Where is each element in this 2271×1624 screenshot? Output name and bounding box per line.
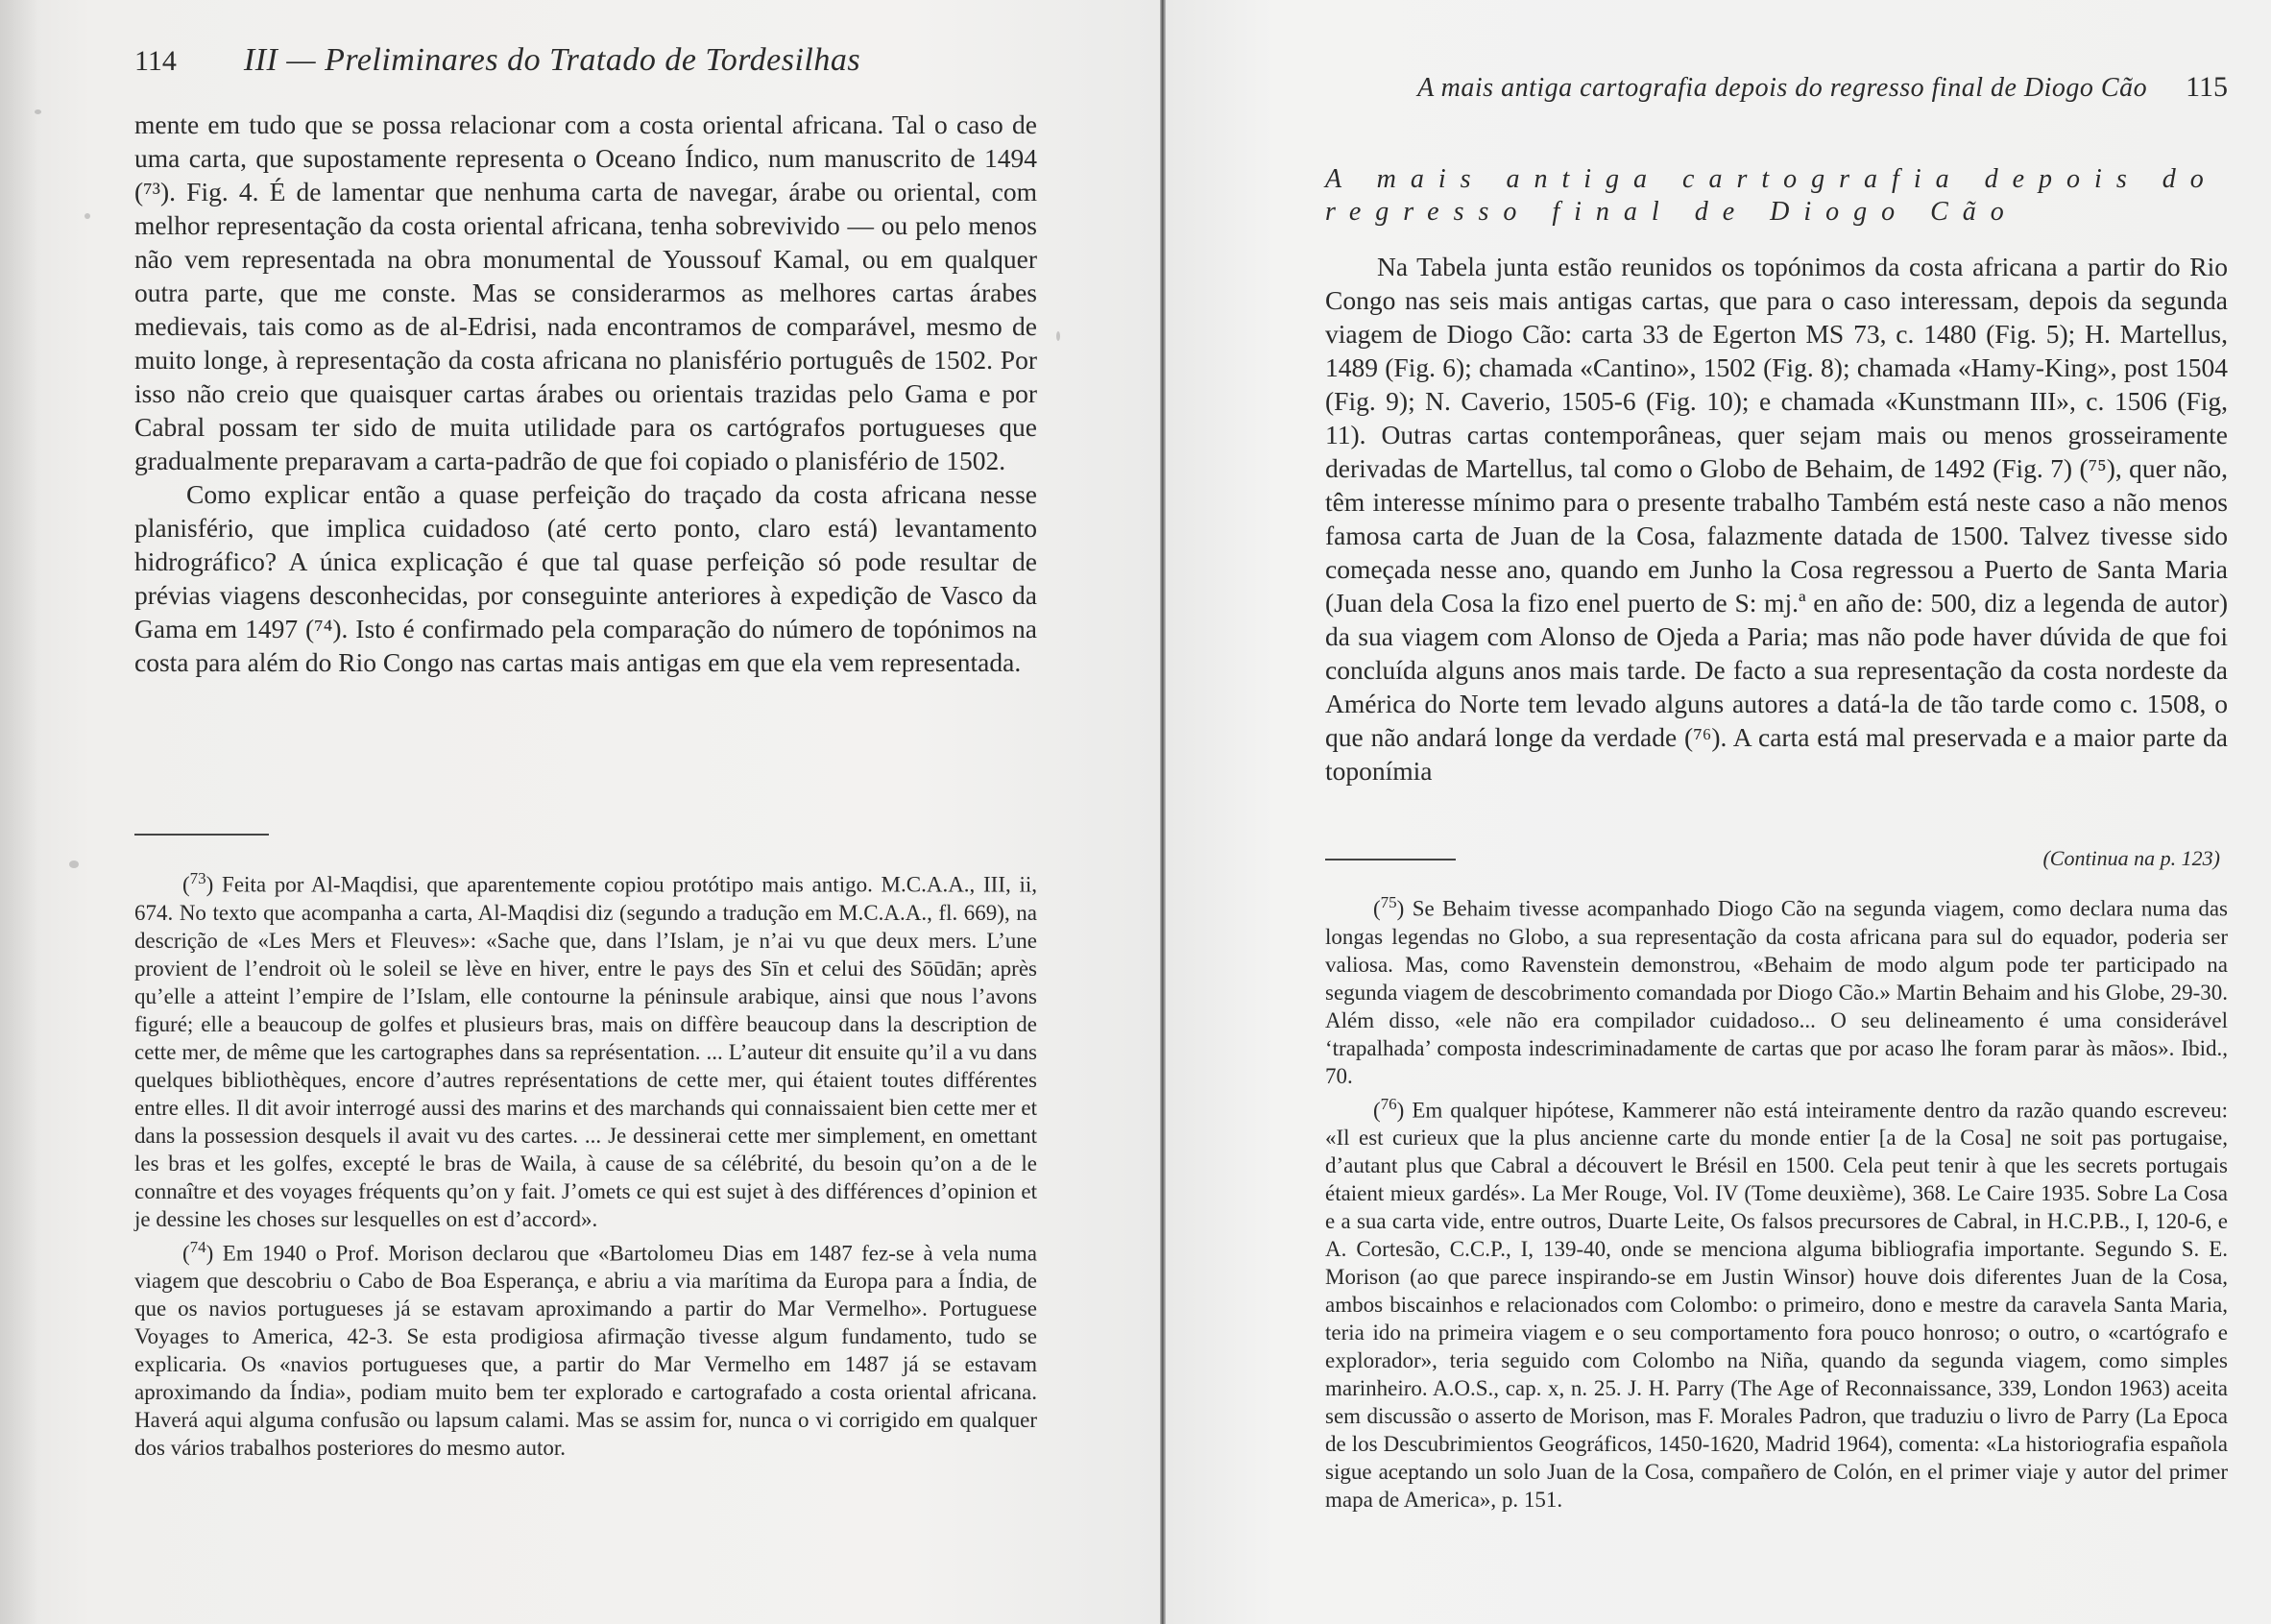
footnote-rule xyxy=(134,834,269,836)
scan-speck xyxy=(35,109,41,114)
footnote-rule xyxy=(1325,859,1456,860)
scan-speck xyxy=(1056,331,1060,341)
footnote-text: Em 1940 o Prof. Morison declarou que «Bartolomeu Dias em 1487 fez-se à vela numa viagem que descobriu o Cabo de Boa Esperança, e abriu a via marítima da Europa para a Índia, de que os navios portugueses já se estavam aproximando a partir do Mar Vermelho». Portuguese Voyages to America, 42-3. Se esta prodigiosa afirmação tivesse algum fundamento, tudo se explicaria. Os «navios portugueses que, a partir do Mar Vermelho em 1487 já se estavam aproximando da Índia», podiam muito bem ter explorado e cartografado a costa oriental africana. Haverá aqui alguma confusão ou lapsum calami. Mas se assim for, nunca o vi corrigido em qualquer dos vários trabalhos posteriores do mesmo autor. xyxy=(134,1241,1037,1461)
book-gutter xyxy=(1160,0,1166,1624)
footnote-text: Se Behaim tivesse acompanhado Diogo Cão na segunda viagem, como declara numa das longas legendas no Globo, a sua representação da costa africana para sul do equador, poderia ser valiosa. Mas, como Ravenstein demonstrou, «Behaim de modo algum pode ter participado na segunda viagem de descobrimento comandada por Diogo Cão.» Martin Behaim and his Globe, 29-30. Além disso, «ele não era compilador cuidadoso... O seu delineamento é uma considerável ‘trapalhada’ composta indescriminadamente de cartas que por acaso lhe foram parar às mãos». Ibid., 70. xyxy=(1325,896,2228,1088)
body-paragraph: Na Tabela junta estão reunidos os topónimos da costa africana a partir do Rio Congo nas seis mais antigas cartas, que para o caso interessam, depois da segunda viagem de Diogo Cão: carta 33 de Egerton MS 73, c. 1480 (Fig. 5); H. Martellus, 1489 (Fig. 6); chamada «Cantino», 1502 (Fig. 8); chamada «Hamy-King», post 1504 (Fig. 9); N. Caverio, 1505-6 (Fig. 10); e chamada «Kunstmann III», c. 1506 (Fig, 11). Outras cartas contemporâneas, quer sejam mais ou menos grosseiramente derivadas de Martellus, tal como o Globo de Behaim, de 1492 (Fig. 7) (⁷⁵), quer não, têm interesse mínimo para o presente trabalho Também está neste caso a não menos famosa carta de Juan de la Cosa, falazmente datada de 1500. Talvez tivesse sido começada nesse ano, quando em Junho la Cosa regressou a Puerto de Santa Maria (Juan dela Cosa la fizo enel puerto de S: mj.ª en año de: 500, diz a legenda de autor) da sua viagem com Alonso de Ojeda a Paria; mas não pode haver dúvida de que foi concluída alguns anos mais tarde. De facto a sua representação da costa nordeste da América do Norte tem levado alguns autores a datá-la de tão tarde como c. 1508, o que não andará longe da verdade (⁷⁶). A carta está mal preservada e a maior parte da toponímia xyxy=(1325,252,2228,786)
body-paragraph: mente em tudo que se possa relacionar com a costa oriental africana. Tal o caso de uma carta, que supostamente representa o Oceano Índico, num manuscrito de 1494 (⁷³). Fig. 4. É de lamentar que nenhuma carta de navegar, árabe ou oriental, com melhor representação da costa oriental africana, tenha sobrevivido — ou pelo menos não vem representada na obra monumental de Youssouf Kamal, ou em qualquer outra parte, que me conste. Mas se considerarmos as melhores cartas árabes medievais, tais como as de al-Edrisi, nada encontramos de comparável, mesmo de muito longe, à representação da costa africana no planisfério português de 1502. Por isso não creio que quaisquer cartas árabes ou orientais trazidas pelo Gama e por Cabral possam ter sido de muita utilidade para os cartógrafos portugueses que gradualmente preparavam a carta-padrão de que foi copiado o planisfério de 1502. xyxy=(134,109,1037,475)
page-number: 114 xyxy=(134,45,177,77)
left-page-header xyxy=(134,42,1037,86)
footnote-75: ($^{75}$) Se Behaim tivesse acompanhado Diogo Cão na segunda viagem, como declara numa das longas legendas no Globo, a sua representação da costa africana para sul do equador, poderia ser valiosa. Mas, como Ravenstein demonstrou, «Behaim de modo algum pode ter participado na segunda viagem de descobrimento comandada por Diogo Cão.» Martin Behaim and his Globe, 29-30. Além disso, «ele não era compilador cuidadoso... O seu delineamento é uma considerável ‘trapalhada’ composta indescriminadamente de cartas que por acaso lhe foram parar às mãos». Ibid., 70. xyxy=(1325,893,2228,1088)
right-page-header xyxy=(1325,71,2228,115)
footnote-text: Feita por Al-Maqdisi, que aparentemente copiou protótipo mais antigo. M.C.A.A., III, ii, 674. No texto que acompanha a carta, Al-Maqdisi diz (segundo a tradução em M.C.A.A., fl. 669), na descrição de «Les Mers et Fleuves»: «Sache que, dans l’Islam, je n’ai vu que deux mers. L’une provient de l’endroit où le soleil se lève en hiver, entre le pays des Sīn et celui des Sōūdān; après qu’elle a atteint l’empire de l’Islam, elle contourne la péninsule arabique, ainsi que nous l’avons figuré; elle a beaucoup de golfes et plusieurs bras, mais on diffère beaucoup dans la description de cette mer, de même que les cartographes dans sa représentation. ... L’auteur dit ensuite qu’il a vu dans quelques bibliothèques, encore d’autres représentations de cette mer, qui étaient toutes différentes entre elles. Il dit avoir interrogé aussi des marins et des marchands qui connaissaient bien cette mer et dans la possession desquels il avait vu des cartes. ... Je dessinerai cette mer simplement, en omettant les bras et les golfes, excepté le bras de Waila, à cause de sa célébrité, du besoin qu’on a de le connaître et des voyages fréquents qu’on y fait. J’omets ce qui est sujet à des différences d’opinion et je dessine les choses sur lesquelles on est d’accord». xyxy=(134,872,1037,1231)
footnote-text: Em qualquer hipótese, Kammerer não está inteiramente dentro da razão quando escreveu: «Il est curieux que la plus ancienne carte du monde entier [a de la Cosa] ne soit pas portugaise, d’autant plus que Cabral a découvert le Brésil en 1500. Cela peut tenir à que les secrets portugais étaient mieux gardés». La Mer Rouge, Vol. IV (Tome deuxième), 368. Le Caire 1935. Sobre La Cosa e a sua carta vide, entre outros, Duarte Leite, Os falsos precursores de Cabral, in H.C.P.B., I, 120-6, e A. Cortesão, C.C.P., I, 139-40, onde se menciona alguma bibliografia importante. Segundo S. E. Morison (ao que parece inspirando-se em Justin Winsor) houve dois diferentes Juan de la Cosa, ambos biscainhos e relacionados com Colombo: o primeiro, dono e mestre da caravela Santa Maria, teria ido na primeira viagem e o seu comportamento fora pouco honroso; o outro, o «cartógrafo e explorador», teria seguido com Colombo na Niña, quando da segunda viagem, como simples marinheiro. A.O.S., cap. x, n. 25. J. H. Parry (The Age of Reconnaissance, 339, London 1963) aceita sem discussão o asserto de Morison, mas F. Morales Padron, que traduziu o livro de Parry (La Epoca de los Descubrimientos Geográficos, 1450-1620, Madrid 1964), comenta: «La historiografia española sigue aceptando un solo Juan de la Cosa, compañero de Colón, en el primer viaje y autor del primer mapa de America», p. 151. xyxy=(1325,1098,2228,1513)
footnote-number: 75 xyxy=(1380,893,1397,911)
body-paragraph: Como explicar então a quase perfeição do traçado da costa africana nesse planisfério, que implica cuidadoso (até certo ponto, claro está) levantamento hidrográfico? A única explicação é que tal quase perfeição só pode resultar de prévias viagens desconhecidas, por conseguinte anteriores à expedição de Vasco da Gama em 1497 (⁷⁴). Isto é confirmado pela comparação do número de topónimos na costa para além do Rio Congo nas cartas mais antigas em que ela vem representada. xyxy=(134,479,1037,677)
scan-speck xyxy=(85,213,90,219)
scan-speck xyxy=(69,860,79,868)
left-footnotes xyxy=(134,864,1037,1462)
footnote-number: 76 xyxy=(1380,1094,1397,1113)
footnote-number: 73 xyxy=(189,869,206,887)
right-footnotes xyxy=(1325,888,2228,1514)
left-body-text xyxy=(134,108,1037,679)
section-title: A mais antiga cartografia depois do regresso final de Diogo Cão xyxy=(1325,164,2218,227)
right-body-text xyxy=(1325,250,2228,788)
running-title: III — Preliminares do Tratado de Tordesilhas xyxy=(243,42,861,78)
scan-edge-shadow xyxy=(0,0,38,1624)
running-title: A mais antiga cartografia depois do regresso final de Diogo Cão xyxy=(1417,73,2148,103)
page-number: 115 xyxy=(2186,71,2228,103)
footnote-73: ($^{73}$) Feita por Al-Maqdisi, que aparentemente copiou protótipo mais antigo. M.C.A.A., III, ii, 674. No texto que acompanha a carta, Al-Maqdisi diz (segundo a tradução em M.C.A.A., fl. 669), na descrição de «Les Mers et Fleuves»: «Sache que, dans l’Islam, je n’ai vu que deux mers. L’une provient de l’endroit où le soleil se lève en hiver, entre le pays des Sīn et celui des Sōūdān; après qu’elle a atteint l’empire de l’Islam, elle contourne la péninsule arabique, ainsi que nous l’avons figuré; elle a beaucoup de golfes et plusieurs bras, mais on diffère beaucoup dans la description de cette mer, de même que les cartographes dans sa représentation. ... L’auteur dit ensuite qu’il a vu dans quelques bibliothèques, encore d’autres représentations de cette mer, qui étaient toutes différentes entre elles. Il dit avoir interrogé aussi des marins et des marchands qui connaissaient bien cette mer et dans la possession desquels il avait vu des cartes. ... Je dessinerai cette mer simplement, en omettant les bras et les golfes, excepté le bras de Waila, à cause de sa célébrité, du besoin qu’on a de le connaître et des voyages fréquents qu’on y fait. J’omets ce qui est sujet à des différences d’opinion et je dessine les choses sur lesquelles on est d’accord». xyxy=(134,869,1037,1231)
footnote-74: ($^{74}$) Em 1940 o Prof. Morison declarou que «Bartolomeu Dias em 1487 fez-se à vela numa viagem que descobriu o Cabo de Boa Esperança, e abriu a via marítima da Europa para a Índia, de que os navios portugueses já se estavam aproximando a partir do Mar Vermelho». Portuguese Voyages to America, 42-3. Se esta prodigiosa afirmação tivesse algum fundamento, tudo se explicaria. Os «navios portugueses que, a partir do Mar Vermelho em 1487 já se estavam aproximando da Índia», podiam muito bem ter explorado e cartografado a costa oriental africana. Haverá aqui alguma confusão ou lapsum calami. Mas se assim for, nunca o vi corrigido em qualquer dos vários trabalhos posteriores do mesmo autor. xyxy=(134,1237,1037,1461)
continuation-note: (Continua na p. 123) xyxy=(2042,846,2220,870)
left-page xyxy=(134,0,1037,1624)
footnote-number: 74 xyxy=(189,1237,206,1256)
footnote-76: ($^{76}$) Em qualquer hipótese, Kammerer não está inteiramente dentro da razão quando escreveu: «Il est curieux que la plus ancienne carte du monde entier [a de la Cosa] ne soit pas portugaise, d’autant plus que Cabral a découvert le Brésil en 1500. Cela peut tenir à que les secrets portugais étaient mieux gardés». La Mer Rouge, Vol. IV (Tome deuxième), 368. Le Caire 1935. Sobre La Cosa e a sua carta vide, entre outros, Duarte Leite, Os falsos precursores de Cabral, in H.C.P.B., I, 120-6, e A. Cortesão, C.C.P., I, 139-40, onde se menciona alguma bibliografia importante. Segundo S. E. Morison (ao que parece inspirando-se em Justin Winsor) houve dois diferentes Juan de la Cosa, ambos biscainhos e relacionados com Colombo: o primeiro, dono e mestre da caravela Santa Maria, teria ido na primeira viagem e o seu comportamento fora pouco honroso; o outro, o «cartógrafo e explorador», teria seguido com Colombo na Niña, quando da segunda viagem, como simples marinheiro. A.O.S., cap. x, n. 25. J. H. Parry (The Age of Reconnaissance, 339, London 1963) aceita sem discussão o asserto de Morison, mas F. Morales Padron, que traduziu o livro de Parry (La Epoca de los Descubrimientos Geográficos, 1450-1620, Madrid 1964), comenta: «La historiografia española sigue aceptando un solo Juan de la Cosa, compañero de Colón, en el primer viaje y autor del primer mapa de America», p. 151. xyxy=(1325,1094,2228,1513)
right-page xyxy=(1325,0,2228,1624)
